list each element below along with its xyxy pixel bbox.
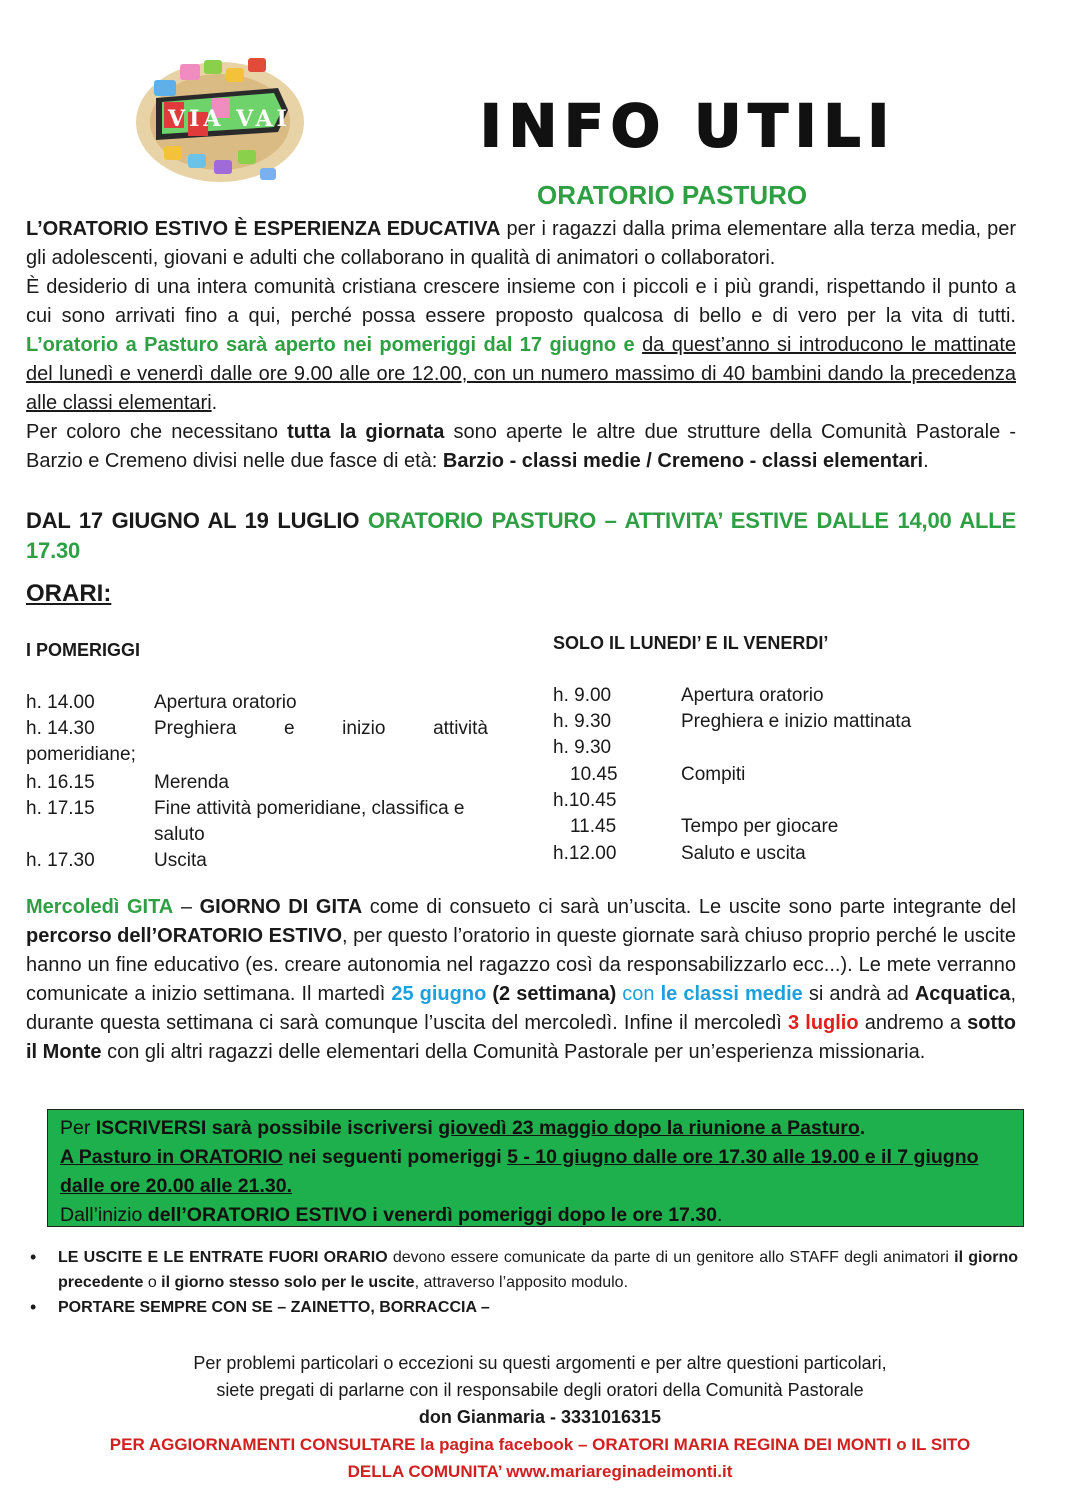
full-day-text: tutta la giornata bbox=[287, 421, 445, 443]
structures-text: Barzio - classi medie / Cremeno - classi elementari bbox=[442, 450, 924, 472]
schedule-desc: Uscita bbox=[154, 850, 207, 871]
afternoons-heading: I POMERIGGI bbox=[26, 640, 141, 660]
schedule-desc: Compiti bbox=[681, 764, 746, 785]
dates-line bbox=[26, 506, 1016, 566]
bullet-item: • PORTARE SEMPRE CON SE – ZAINETTO, BORRACCIA – bbox=[30, 1295, 1020, 1321]
registration-box: Per ISCRIVERSI sarà possibile iscriversi giovedì 23 maggio dopo la riunione a Pasturo. A Pasturo in ORATORIO nei seguenti pomeriggi 5 - 10 giugno dalle ore 17.30 alle 19.00 e il 7 giugno dalle ore 20.00 alle 21.30. Dall’inizio dell’ORATORIO ESTIVO i venerdì pomeriggi dopo le ore 17.30. bbox=[47, 1109, 1024, 1227]
schedule-time: h. 9.00 bbox=[553, 685, 612, 706]
page-subtitle: ORATORIO PASTURO bbox=[537, 180, 808, 210]
dates-activity: ORATORIO PASTURO – ATTIVITA’ ESTIVE DALLE 14,00 ALLE 17.30 bbox=[26, 508, 1016, 563]
schedule-desc: Merenda bbox=[154, 772, 229, 793]
via-vai-logo bbox=[128, 50, 306, 190]
afternoon-schedule bbox=[26, 690, 496, 880]
schedule-time: h. 17.30 bbox=[26, 850, 95, 871]
schedule-desc: Fine attività pomeridiane, classifica e bbox=[154, 798, 465, 819]
morning-schedule bbox=[553, 683, 1023, 873]
schedule-time: h. 16.15 bbox=[26, 772, 95, 793]
mornings-heading: SOLO IL LUNEDI’ E IL VENERDI’ bbox=[553, 633, 829, 653]
schedule-desc: Tempo per giocare bbox=[681, 816, 839, 837]
footer-contact: don Gianmaria - 3331016315 bbox=[418, 1407, 662, 1427]
opening-notice: L’oratorio a Pasturo sarà aperto nei pomeriggi dal 17 giugno e bbox=[26, 334, 635, 356]
bullet-item: • LE USCITE E LE ENTRATE FUORI ORARIO devono essere comunicate da parte di un genitore allo STAFF degli animatori il giorno precedente o il giorno stesso solo per le uscite, attraverso l’apposito modulo. bbox=[30, 1247, 1019, 1291]
bullet-icon: • bbox=[30, 1247, 37, 1267]
page-title: INFO UTILI bbox=[480, 92, 897, 160]
footer-line: siete pregati di parlarne con il responsabile degli oratori della Comunità Pastorale bbox=[216, 1380, 864, 1400]
footer-website: DELLA COMUNITA’ www.mariareginadeimonti.it bbox=[347, 1462, 733, 1481]
schedule-time: h.10.45 bbox=[553, 790, 617, 811]
schedule-time: h. 9.30 bbox=[553, 737, 612, 758]
schedule-desc: Preghiera e inizio attività bbox=[154, 718, 488, 739]
intro-text-2: È desiderio di una intera comunità cristiana crescere insieme con i piccoli e i più grandi, rispettando il punto a cui sono arrivati fino a qui, perché possa essere proposto qualcosa di bello e di vero per la vita di tutti. bbox=[26, 276, 1016, 327]
schedule-desc: Preghiera e inizio mattinata bbox=[681, 711, 912, 732]
intro-lead: L’ORATORIO ESTIVO È ESPERIENZA EDUCATIVA bbox=[26, 218, 501, 240]
dates-label: DAL 17 GIUGNO AL 19 LUGLIO bbox=[26, 508, 368, 533]
schedule-time: 11.45 bbox=[570, 816, 617, 837]
morning-notice: da quest’anno si introducono le mattinate del lunedì e venerdì dalle ore 9.00 alle ore 12.00, con un numero massimo di 40 bambini dando la precedenza alle classi elementari bbox=[26, 334, 1017, 414]
intro-paragraph: L’ORATORIO ESTIVO È ESPERIENZA EDUCATIVA per i ragazzi dalla prima elementare alla terza media, per gli adolescenti, giovani e adulti che collaborano in qualità di animatori o collaboratori. È desiderio di una intera comunità cristiana crescere insieme con i piccoli e i più grandi, rispettando il punto a cui sono arrivati fino a qui, perché possa essere proposto qualcosa di bello e di vero per la vita di tutti. L’oratorio a Pasturo sarà aperto nei pomeriggi dal 17 giugno e da quest’anno si introducono le mattinate del lunedì e venerdì dalle ore 9.00 alle ore 12.00, con un numero massimo di 40 bambini dando la precedenza alle classi elementari. Per coloro che necessitano tutta la giornata sono aperte le altre due strutture della Comunità Pastorale - Barzio e Cremeno divisi nelle due fasce di età: Barzio - classi medie / Cremeno - classi elementari. bbox=[26, 218, 1017, 472]
schedule-time: pomeridiane; bbox=[26, 744, 136, 765]
schedule-time: h.12.00 bbox=[553, 843, 617, 864]
footer-update-notice: PER AGGIORNAMENTI CONSULTARE la pagina facebook – ORATORI MARIA REGINA DEI MONTI o IL SITO bbox=[109, 1435, 971, 1454]
gita-paragraph: Mercoledì GITA – GIORNO DI GITA come di consueto ci sarà un’uscita. Le uscite sono parte integrante del percorso dell’ORATORIO ESTIVO, per questo l’oratorio in queste giornate sarà chiuso proprio perché le uscite hanno un fine educativo (es. creare autonomia nel ragazzo così da responsabilizzarlo ecc...). Le mete verranno comunicate a inizio settimana. Il martedì 25 giugno (2 settimana) con le classi medie si andrà ad Acquatica, durante questa settimana ci sarà comunque l’uscita del mercoledì. Infine il mercoledì 3 luglio andremo a sotto il Monte con gli altri ragazzi delle elementari della Comunità Pastorale per un’esperienza missionaria. bbox=[26, 896, 1017, 1063]
schedule-desc: saluto bbox=[154, 824, 205, 845]
footer-line: Per problemi particolari o eccezioni su questi argomenti e per altre questioni particolari, bbox=[193, 1353, 887, 1373]
schedule-time: 10.45 bbox=[570, 764, 618, 785]
intro-text: per i ragazzi dalla prima elementare alla terza media, per gli adolescenti, giovani e adulti che collaborano in qualità di animatori o collaboratori. bbox=[26, 218, 1017, 269]
schedule-time: h. 17.15 bbox=[26, 798, 95, 819]
schedule-time: h. 9.30 bbox=[553, 711, 612, 732]
schedule-time: h. 14.30 bbox=[26, 718, 95, 739]
schedule-desc: Apertura oratorio bbox=[154, 692, 297, 713]
logo-text: VIA VAI bbox=[168, 106, 291, 132]
schedule-desc: Apertura oratorio bbox=[681, 685, 824, 706]
schedule-time: h. 14.00 bbox=[26, 692, 95, 713]
orari-heading: ORARI: bbox=[26, 580, 112, 607]
schedule-desc: Saluto e uscita bbox=[681, 843, 806, 864]
bullet-icon: • bbox=[30, 1297, 37, 1317]
